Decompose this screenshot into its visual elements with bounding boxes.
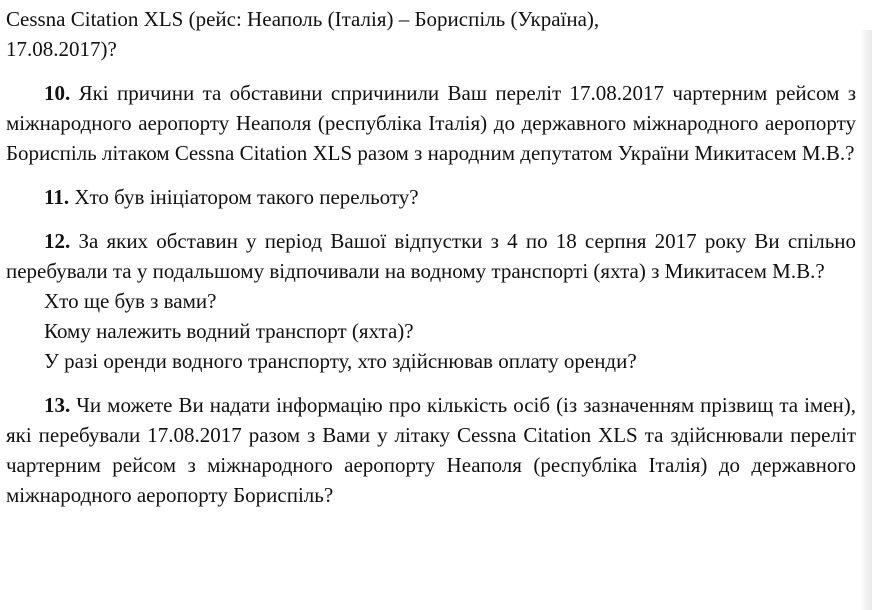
question-number: 10. bbox=[44, 81, 71, 105]
question-13 bbox=[6, 390, 856, 510]
intro-paragraph bbox=[6, 4, 856, 64]
subquestion: У разі оренди водного транспорту, хто здійснював оплату оренди? bbox=[44, 349, 637, 373]
intro-line: 17.08.2017)? bbox=[6, 37, 117, 61]
page-edge-shadow bbox=[860, 30, 872, 610]
question-text: Хто був ініціатором такого перельоту? bbox=[74, 185, 419, 209]
question-11 bbox=[6, 182, 856, 212]
question-text: За яких обставин у період Вашої відпустки з 4 по 18 серпня 2017 року Ви спільно перебували та у подальшому відпочивали на водному транспорті (яхта) з Микитасем М.В.? bbox=[6, 229, 857, 283]
intro-line: Cessna Citation XLS (рейс: Неаполь (Італія) – Бориспіль (Україна), bbox=[6, 7, 600, 31]
question-number: 12. bbox=[44, 229, 71, 253]
question-text: Чи можете Ви надати інформацію про кількість осіб (із зазначенням прізвищ та імен), які перебували 17.08.2017 разом з Вами у літаку Cessna Citation XLS та здійснювали переліт чартерним рейсом з міжнародного аеропорту Неаполя (республіка Італія) до державного міжнародного аеропорту Бориспіль? bbox=[6, 393, 857, 507]
question-number: 11. bbox=[44, 185, 70, 209]
subquestion: Кому належить водний транспорт (яхта)? bbox=[44, 319, 414, 343]
document-page bbox=[6, 0, 856, 510]
question-10 bbox=[6, 78, 856, 168]
question-12 bbox=[6, 226, 856, 286]
question-text: Які причини та обставини спричинили Ваш переліт 17.08.2017 чартерним рейсом з міжнародного аеропорту Неаполя (республіка Італія) до державного міжнародного аеропорту Бориспіль літаком Cessna Citation XLS разом з народним депутатом України Микитасем М.В.? bbox=[6, 81, 856, 165]
subquestion: Хто ще був з вами? bbox=[44, 289, 217, 313]
question-number: 13. bbox=[44, 393, 71, 417]
